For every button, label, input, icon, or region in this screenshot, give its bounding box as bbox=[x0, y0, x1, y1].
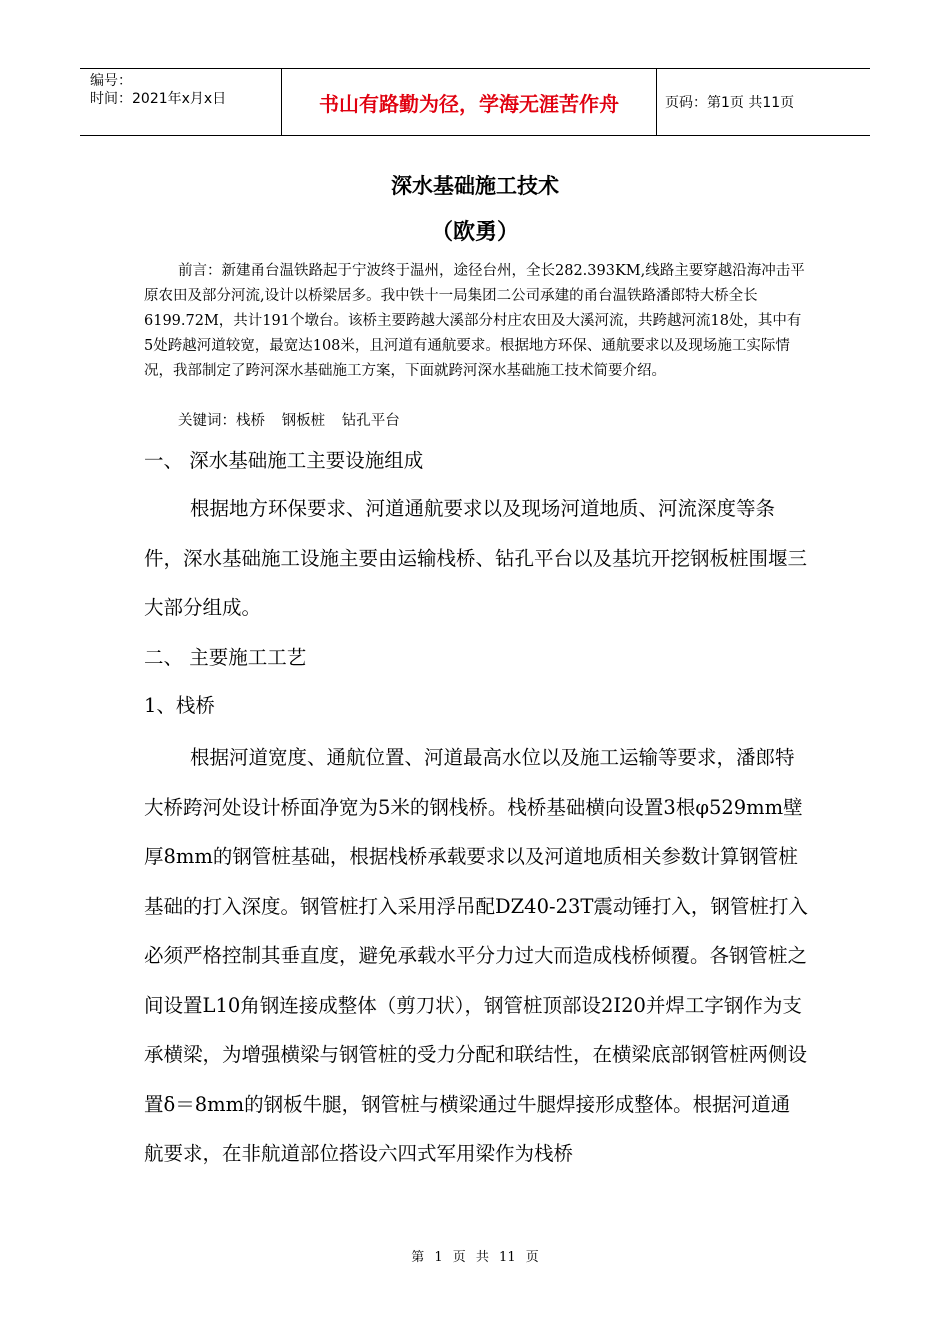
page-header bbox=[80, 68, 870, 136]
section-2-heading: 二、 主要施工工艺 bbox=[144, 646, 307, 669]
document-number-label: 编号： bbox=[90, 73, 132, 89]
header-page-info: 页码：第1页 共11页 bbox=[665, 95, 795, 111]
document-author: （欧勇） bbox=[430, 220, 519, 245]
subsection-1-heading: 1、栈桥 bbox=[144, 694, 215, 717]
page-footer: 第 1 页 共 11 页 bbox=[411, 1250, 539, 1265]
subsection-1-paragraph: 根据河道宽度、通航位置、河道最高水位以及施工运输等要求，潘郎特大桥跨河处设计桥面净宽为5米的钢栈桥。栈桥基础横向设置3根φ529mm壁厚8mm的钢管桩基础，根据栈桥承载要求以及河道地质相关参数计算钢管桩基础的打入深度。钢管桩打入采用浮吊配DZ40-23T震动锤打入，钢管桩打入必须严格控制其垂直度，避免承载水平分力过大而造成栈桥倾覆。各钢管桩之间设置L10角钢连接成整体（剪刀状），钢管桩顶部设2I20并焊工字钢作为支承横梁，为增强横梁与钢管桩的受力分配和联结性，在横梁底部钢管桩两侧设置δ＝8mm的钢板牛腿，钢管桩与横梁通过牛腿焊接形成整体。根据河道通航要求，在非航道部位搭设六四式军用梁作为栈桥 bbox=[144, 746, 808, 1165]
section-1-paragraph: 根据地方环保要求、河道通航要求以及现场河道地质、河流深度等条件，深水基础施工设施主要由运输栈桥、钻孔平台以及基坑开挖钢板桩围堰三大部分组成。 bbox=[144, 497, 808, 619]
header-meta bbox=[80, 69, 281, 135]
header-motto: 书山有路勤为径，学海无涯苦作舟 bbox=[281, 69, 657, 135]
section-1-heading: 一、 深水基础施工主要设施组成 bbox=[144, 449, 424, 472]
document-title: 深水基础施工技术 bbox=[391, 174, 559, 198]
keywords-line: 关键词：栈桥 钢板桩 钻孔平台 bbox=[178, 413, 400, 429]
preface-paragraph: 前言：新建甬台温铁路起于宁波终于温州，途径台州，全长282.393KM,线路主要穿越沿海冲击平原农田及部分河流,设计以桥梁居多。我中铁十一局集团二公司承建的甬台温铁路潘郎特大桥全长6199.72M，共计191个墩台。该桥主要跨越大溪部分村庄农田及大溪河流，共跨越河流18处，其中有5处跨越河道较宽，最宽达108米，且河道有通航要求。根据地方环保、通航要求以及现场施工实际情况，我部制定了跨河深水基础施工方案，下面就跨河深水基础施工技术简要介绍。 bbox=[144, 263, 805, 379]
document-time-label: 时间：2021年x月x日 bbox=[90, 91, 227, 107]
